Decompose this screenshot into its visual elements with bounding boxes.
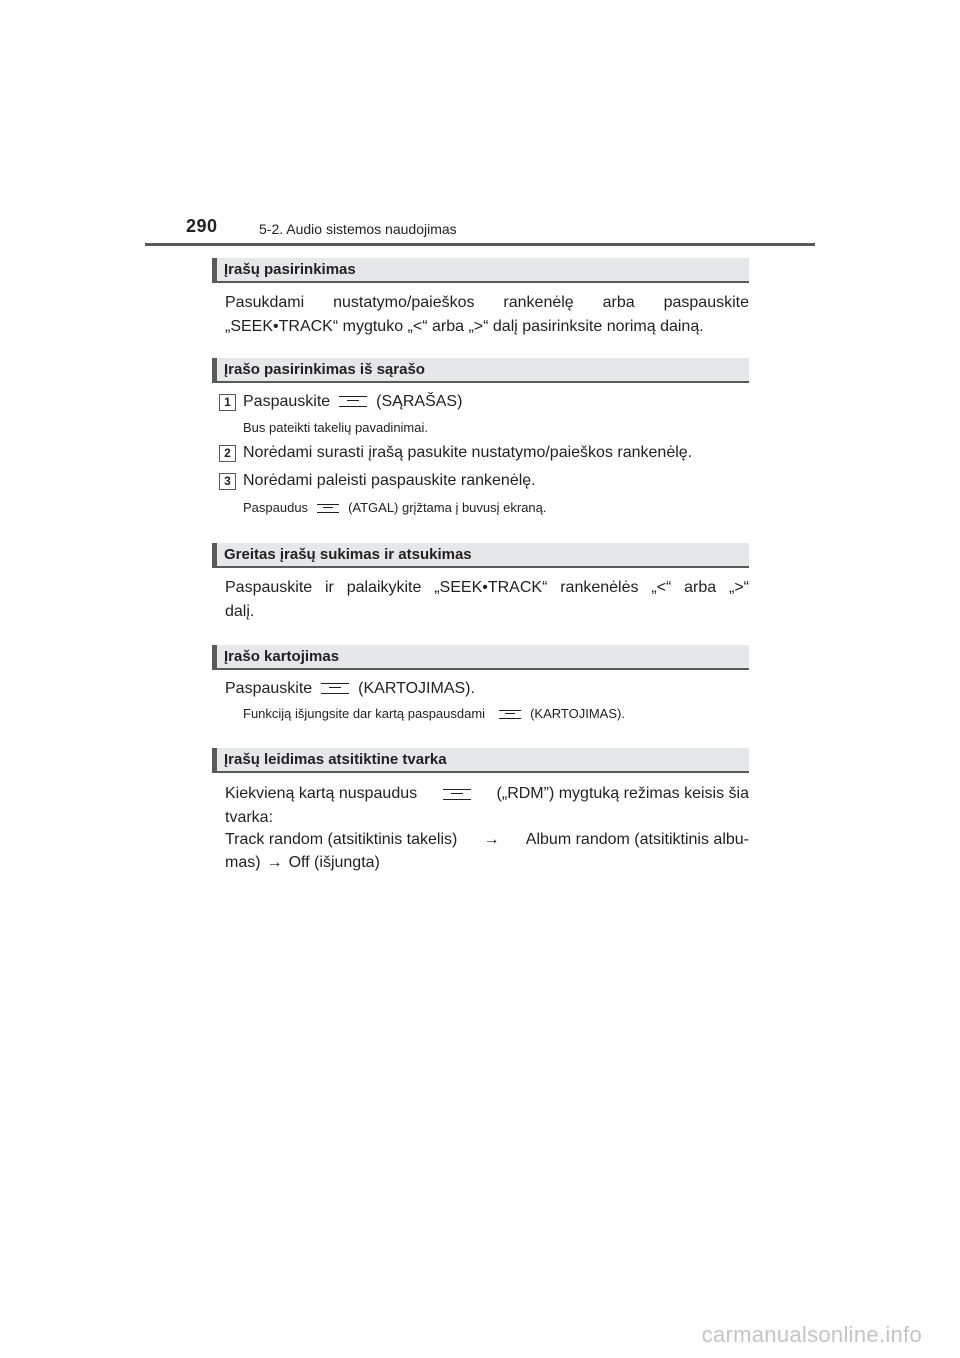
- paragraph-line: dalį.: [225, 603, 255, 620]
- repeat-button-icon: [321, 683, 349, 694]
- paragraph-text: Kiekvieną kartą nuspaudus: [225, 785, 418, 802]
- step-1-text: [243, 390, 462, 414]
- section-heading-select-from-list: [212, 358, 749, 383]
- note: [243, 499, 547, 517]
- chapter-title: 5-2. Audio sistemos naudojimas: [259, 221, 457, 237]
- paragraph-line: Pasukdami nustatymo/paieškos rankenėlę arba paspauskite: [225, 294, 749, 311]
- list-button-icon: [339, 396, 367, 407]
- note-text: Funkciją išjungsite dar kartą paspausdami: [243, 706, 486, 721]
- paragraph-text: Album random (atsitiktinis albu-: [525, 831, 749, 848]
- back-button-icon: [317, 504, 339, 513]
- paragraph-line: [225, 828, 749, 852]
- section-title: Greitas įrašų sukimas ir atsukimas: [224, 546, 472, 563]
- paragraph-text: Track random (atsitiktinis takelis): [225, 831, 458, 848]
- arrow-icon: →: [483, 831, 500, 848]
- section-heading-repeat: [212, 645, 749, 670]
- paragraph-line: [225, 677, 475, 701]
- repeat-button-icon: [499, 710, 521, 719]
- rdm-button-icon: [443, 789, 471, 800]
- step-number-2: 2: [219, 445, 236, 462]
- step-text: (SĄRAŠAS): [376, 393, 463, 410]
- paragraph-text: (KARTOJIMAS).: [358, 680, 475, 697]
- section-title: Įrašo kartojimas: [224, 648, 340, 665]
- paragraph-line: „SEEK•TRACK“ mygtuko „<“ arba „>“ dalį pasirinksite norimą dainą.: [225, 318, 704, 335]
- paragraph-line: [225, 851, 380, 875]
- paragraph-line: [225, 782, 749, 806]
- paragraph-text: mas): [225, 854, 261, 871]
- paragraph-text: Paspauskite: [225, 680, 313, 697]
- step-3-text: Norėdami paleisti paspauskite rankenėlę.: [243, 472, 536, 489]
- arrow-icon: →: [266, 854, 283, 871]
- note: [243, 705, 625, 723]
- step-number-3: 3: [219, 473, 236, 490]
- note-text: (ATGAL) grįžtama į buvusį ekraną.: [348, 500, 547, 515]
- section-title: Įrašų pasirinkimas: [224, 261, 356, 278]
- paragraph-line: tvarka:: [225, 809, 274, 826]
- note: Bus pateikti takelių pavadinimai.: [243, 420, 428, 435]
- section-heading-track-selection: [212, 258, 749, 283]
- watermark: carmanualsonline.info: [701, 1322, 922, 1347]
- paragraph-text: („RDM”) mygtuką režimas keisis šia: [496, 785, 749, 802]
- step-number-1: 1: [219, 394, 236, 411]
- paragraph-text: Off (išjungta): [288, 854, 380, 871]
- paragraph-line: Paspauskite ir palaikykite „SEEK•TRACK“ rankenėlės „<“ arba „>“: [225, 579, 749, 596]
- step-text: Paspauskite: [243, 393, 331, 410]
- page-number: 290: [186, 216, 218, 236]
- section-heading-fast-forward-rewind: [212, 543, 749, 568]
- section-title: Įrašų leidimas atsitiktine tvarka: [224, 751, 447, 768]
- note-text: (KARTOJIMAS).: [530, 706, 625, 721]
- step-2-text: Norėdami surasti įrašą pasukite nustatymo/paieškos rankenėlę.: [243, 444, 693, 461]
- note-text: Paspaudus: [243, 500, 309, 515]
- section-heading-random: [212, 748, 749, 773]
- header-divider: [145, 243, 815, 246]
- section-title: Įrašo pasirinkimas iš sąrašo: [224, 361, 425, 378]
